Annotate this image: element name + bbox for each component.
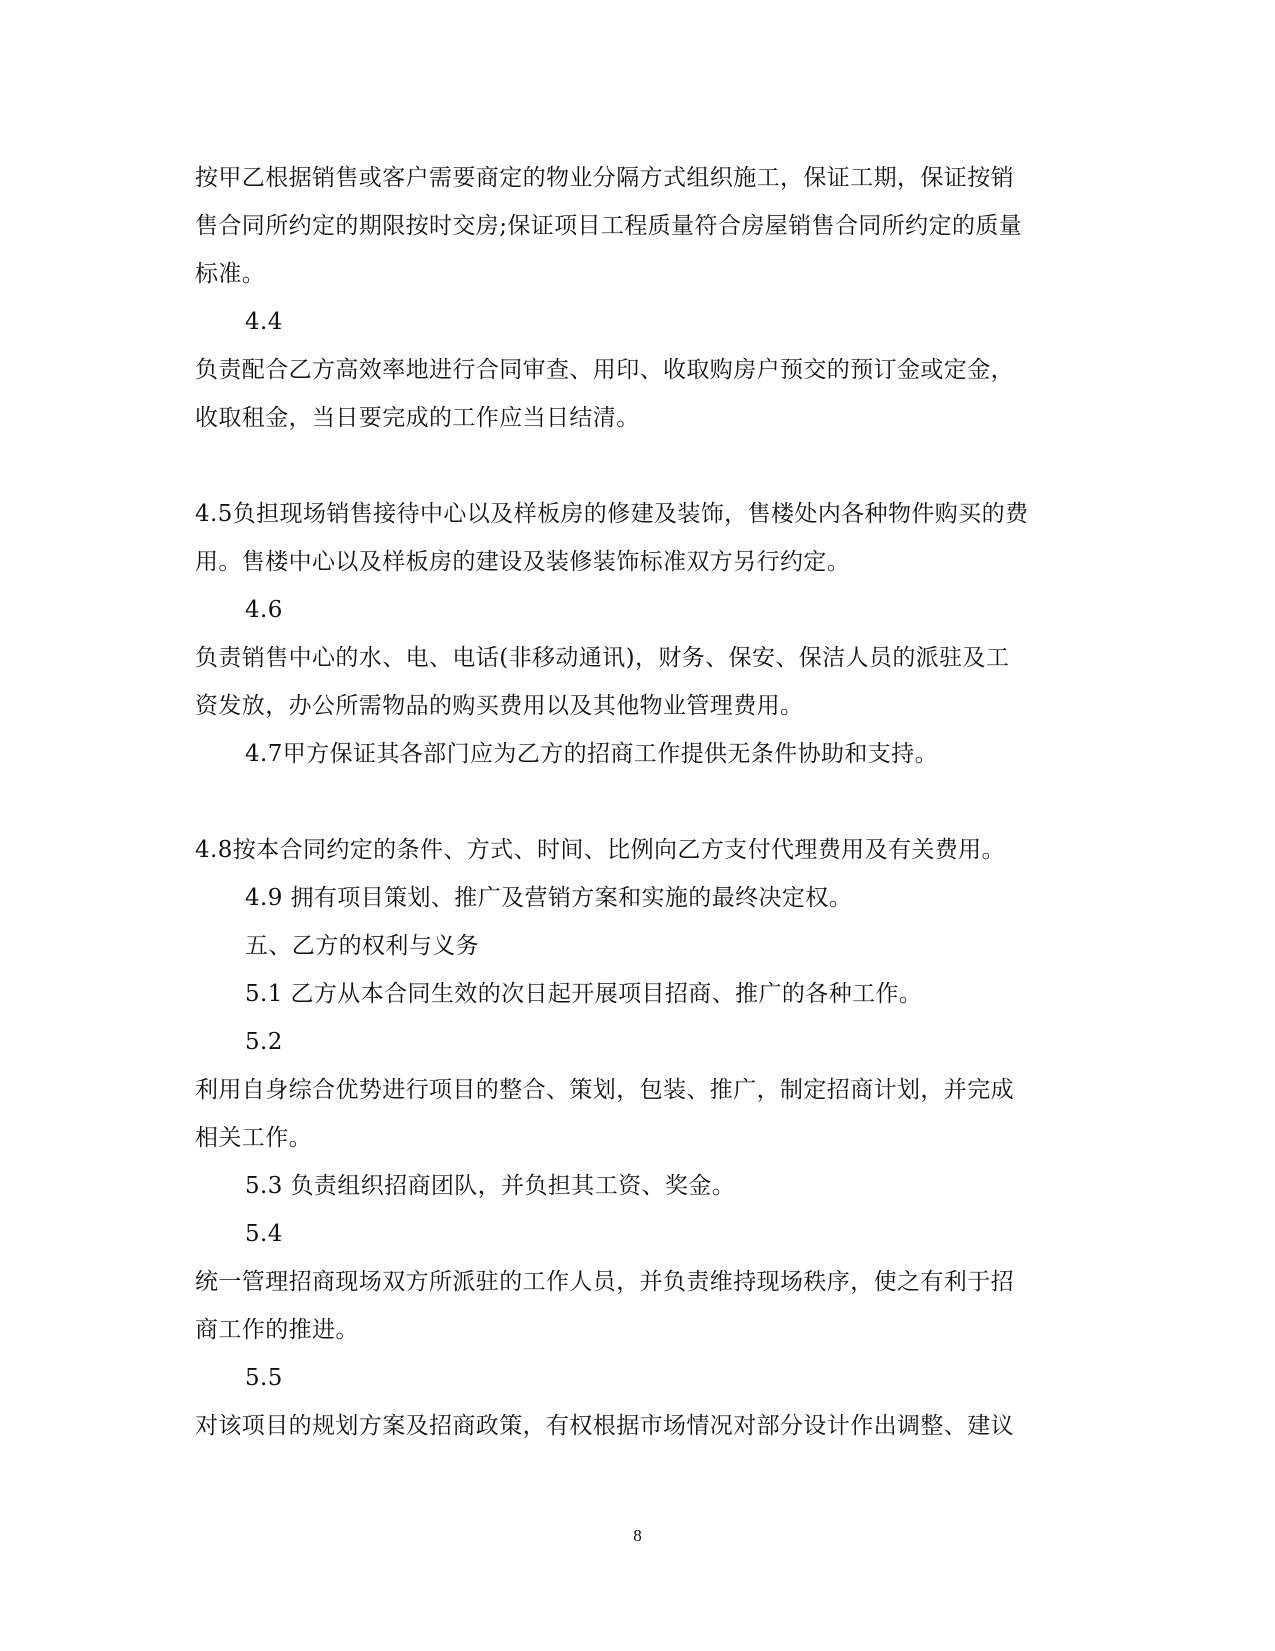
- paragraph-line: 资发放，办公所需物品的购买费用以及其他物业管理费用。: [195, 693, 804, 719]
- paragraph-line: 统一管理招商现场双方所派驻的工作人员，并负责维持现场秩序，使之有利于招: [195, 1269, 1014, 1295]
- paragraph-line: 负责销售中心的水、电、电话(非移动通讯)，财务、保安、保洁人员的派驻及工: [195, 645, 1010, 671]
- document-body: [195, 154, 1085, 1450]
- paragraph-line: 4.5负担现场销售接待中心以及样板房的修建及装饰，售楼处内各种物件购买的费: [195, 501, 1029, 527]
- paragraph-line: 5.3 负责组织招商团队，并负担其工资、奖金。: [245, 1173, 736, 1199]
- section-heading: 五、乙方的权利与义务: [245, 933, 479, 959]
- paragraph-line: 利用自身综合优势进行项目的整合、策划，包装、推广，制定招商计划，并完成: [195, 1077, 1014, 1103]
- paragraph-line: 5.1 乙方从本合同生效的次日起开展项目招商、推广的各种工作。: [245, 981, 923, 1007]
- paragraph-line: 按甲乙根据销售或客户需要商定的物业分隔方式组织施工，保证工期，保证按销: [195, 165, 1014, 191]
- paragraph-line: 用。售楼中心以及样板房的建设及装修装饰标准双方另行约定。: [195, 549, 851, 575]
- clause-number: 5.4: [245, 1221, 283, 1247]
- paragraph-line: 对该项目的规划方案及招商政策，有权根据市场情况对部分设计作出调整、建议: [195, 1413, 1014, 1439]
- paragraph-line: 相关工作。: [195, 1125, 312, 1151]
- page-number: 8: [633, 1526, 642, 1545]
- paragraph-line: 标准。: [195, 261, 266, 287]
- paragraph-line: 收取租金，当日要完成的工作应当日结清。: [195, 405, 640, 431]
- clause-number: 5.2: [245, 1029, 283, 1055]
- clause-number: 4.4: [245, 309, 283, 335]
- paragraph-line: 4.9 拥有项目策划、推广及营销方案和实施的最终决定权。: [245, 885, 853, 911]
- clause-number: 5.5: [245, 1365, 283, 1391]
- paragraph-gap: [195, 778, 1085, 826]
- paragraph-line: 商工作的推进。: [195, 1317, 359, 1343]
- paragraph-line: 4.8按本合同约定的条件、方式、时间、比例向乙方支付代理费用及有关费用。: [195, 837, 1005, 863]
- clause-number: 4.6: [245, 597, 283, 623]
- paragraph-gap: [195, 442, 1085, 490]
- paragraph-line: 4.7甲方保证其各部门应为乙方的招商工作提供无条件协助和支持。: [245, 741, 938, 767]
- paragraph-line: 售合同所约定的期限按时交房;保证项目工程质量符合房屋销售合同所约定的质量: [195, 213, 1023, 239]
- paragraph-line: 负责配合乙方高效率地进行合同审查、用印、收取购房户预交的预订金或定金，: [195, 357, 1014, 383]
